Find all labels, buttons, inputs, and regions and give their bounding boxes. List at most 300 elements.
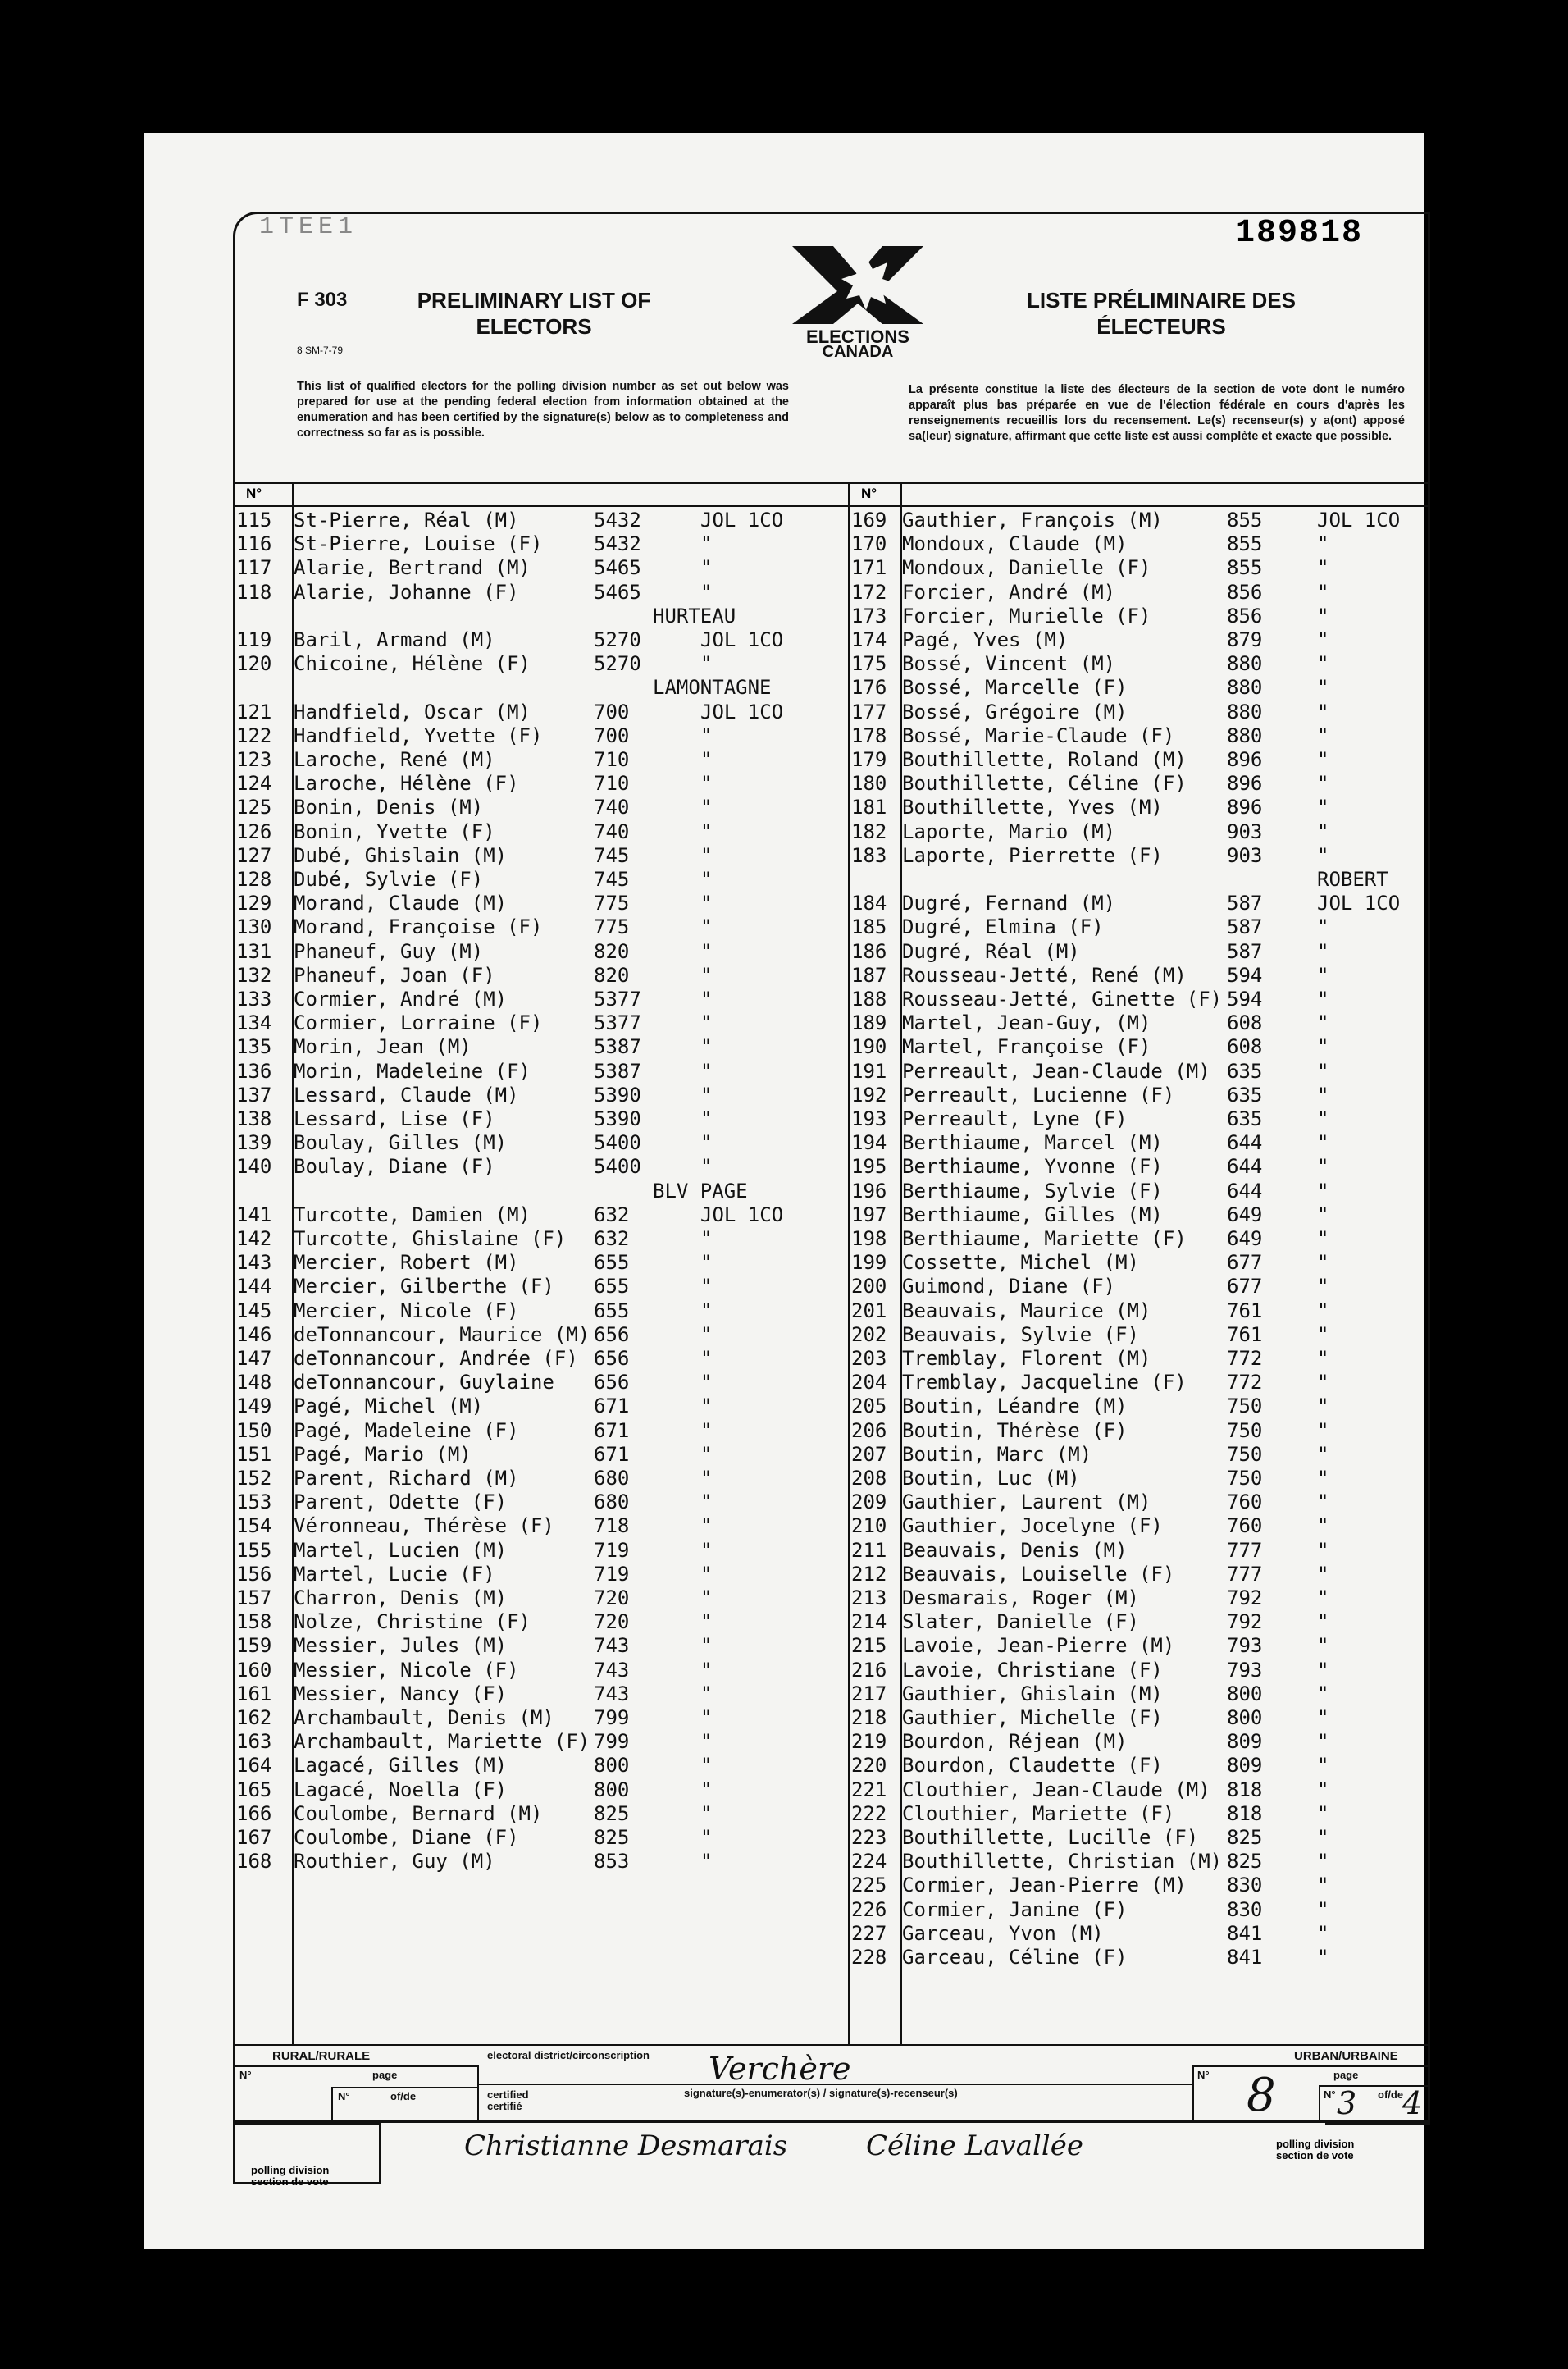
elector-number: 152 xyxy=(236,1467,272,1490)
civic-number: 608 xyxy=(1227,1035,1263,1059)
elector-row xyxy=(850,1922,1430,1946)
civic-number: 825 xyxy=(594,1801,630,1825)
postal-code: " xyxy=(700,1442,713,1466)
elector-number: 202 xyxy=(851,1322,887,1346)
elector-row xyxy=(233,1514,848,1538)
postal-code: " xyxy=(1317,1467,1329,1490)
elector-row xyxy=(233,1659,848,1682)
civic-number: 720 xyxy=(594,1586,630,1609)
civic-number: 700 xyxy=(594,700,630,723)
elector-number: 185 xyxy=(851,915,887,939)
elector-name: Bouthillette, Christian (M) xyxy=(902,1850,1223,1874)
elector-name: Clouthier, Jean-Claude (M) xyxy=(902,1778,1210,1801)
elector-name: Laroche, René (M) xyxy=(294,748,495,771)
postal-code: " xyxy=(700,1322,713,1346)
elector-row xyxy=(233,1539,848,1563)
elector-name: Gauthier, Laurent (M) xyxy=(902,1490,1151,1514)
civic-number: 800 xyxy=(1227,1706,1263,1729)
elector-name: Boutin, Thérèse (F) xyxy=(902,1418,1128,1442)
elector-name: Martel, Jean-Guy, (M) xyxy=(902,1011,1151,1035)
elector-row xyxy=(850,1275,1430,1299)
elector-number: 126 xyxy=(236,819,272,843)
elector-name: Alarie, Bertrand (M) xyxy=(294,556,531,580)
column-header-no-right: N° xyxy=(861,486,877,501)
elector-name: Rousseau-Jetté, René (M) xyxy=(902,963,1187,987)
elector-name: Boulay, Gilles (M) xyxy=(294,1131,508,1155)
postal-code: " xyxy=(1317,1107,1329,1130)
elector-number: 179 xyxy=(851,748,887,771)
elector-row xyxy=(850,1514,1430,1538)
title-english-line-1: PRELIMINARY LIST OF xyxy=(417,288,651,313)
elector-number: 123 xyxy=(236,748,272,771)
title-french-line-1: LISTE PRÉLIMINAIRE DES xyxy=(1027,288,1296,313)
postal-code: " xyxy=(1317,580,1329,604)
elector-number: 182 xyxy=(851,819,887,843)
elector-row xyxy=(850,1251,1430,1275)
rural-of-label: of/de xyxy=(390,2090,417,2102)
postal-code: " xyxy=(1317,1562,1329,1586)
civic-number: 677 xyxy=(1227,1251,1263,1275)
postal-code: " xyxy=(700,1801,713,1825)
postal-code: " xyxy=(1317,1418,1329,1442)
postal-code: " xyxy=(1317,604,1329,628)
postal-code: JOL 1CO xyxy=(700,628,784,651)
elector-name: Parent, Odette (F) xyxy=(294,1490,508,1514)
elector-row xyxy=(233,1155,848,1179)
civic-number: 750 xyxy=(1227,1442,1263,1466)
postal-code: " xyxy=(700,915,713,939)
elector-number: 173 xyxy=(851,604,887,628)
elector-name: Boutin, Luc (M) xyxy=(902,1467,1080,1490)
elector-number: 217 xyxy=(851,1682,887,1705)
signature-label: signature(s)-enumerator(s) / signature(s)-recenseur(s) xyxy=(684,2087,958,2099)
elector-name: Coulombe, Bernard (M) xyxy=(294,1801,543,1825)
postal-code: " xyxy=(700,939,713,963)
elector-number: 165 xyxy=(236,1778,272,1801)
elector-row xyxy=(850,844,1430,868)
elector-number: 119 xyxy=(236,628,272,651)
faded-stamp: 1TEE1 xyxy=(259,213,358,241)
elector-number: 139 xyxy=(236,1131,272,1155)
civic-number: 760 xyxy=(1227,1514,1263,1538)
elector-number: 222 xyxy=(851,1801,887,1825)
elector-number: 138 xyxy=(236,1107,272,1130)
civic-number: 830 xyxy=(1227,1897,1263,1921)
postal-code: " xyxy=(1317,1778,1329,1801)
elector-name: Messier, Nicole (F) xyxy=(294,1658,519,1682)
elector-row xyxy=(850,652,1430,676)
intro-text-french: La présente constitue la liste des électeurs de la section de vote dont le numéro apparaît plus bas préparée en vue de l'élection fédérale en cours d'après les renseignements recueillis lors du recensement. Le(s) recenseur(s) y a(ont) apposé sa(leur) signature, affirmant que cette liste est aussi complète et exacte que possible. xyxy=(909,383,1405,443)
postal-code: " xyxy=(1317,1131,1329,1155)
elector-name: Tremblay, Florent (M) xyxy=(902,1347,1151,1370)
elector-number: 140 xyxy=(236,1155,272,1179)
elector-number: 149 xyxy=(236,1394,272,1418)
elector-row xyxy=(233,1443,848,1467)
elector-number: 147 xyxy=(236,1347,272,1370)
postal-code: " xyxy=(1317,1394,1329,1418)
elector-name: Gauthier, François (M) xyxy=(902,509,1163,532)
civic-number: 818 xyxy=(1227,1778,1263,1801)
elector-name: Bouthillette, Roland (M) xyxy=(902,748,1187,771)
elector-number: 194 xyxy=(851,1131,887,1155)
postal-code: " xyxy=(1317,1850,1329,1874)
elector-number: 204 xyxy=(851,1371,887,1394)
postal-code: " xyxy=(1317,1514,1329,1538)
civic-number: 825 xyxy=(1227,1850,1263,1874)
postal-code: " xyxy=(1317,1203,1329,1226)
civic-number: 671 xyxy=(594,1442,630,1466)
elector-row xyxy=(233,820,848,844)
elector-name: Messier, Jules (M) xyxy=(294,1634,508,1658)
elector-number: 178 xyxy=(851,723,887,747)
certified-label-fr: certifié xyxy=(487,2100,522,2112)
civic-number: 825 xyxy=(594,1826,630,1849)
elector-name: Archambault, Denis (M) xyxy=(294,1706,554,1729)
civic-number: 680 xyxy=(594,1490,630,1514)
urban-page-label: page xyxy=(1333,2069,1359,2081)
logo-text-elections: ELECTIONS xyxy=(806,326,909,347)
postal-code: " xyxy=(1317,1801,1329,1825)
civic-number: 656 xyxy=(594,1322,630,1346)
civic-number: 896 xyxy=(1227,772,1263,796)
elector-number: 143 xyxy=(236,1251,272,1275)
postal-code: " xyxy=(1317,1921,1329,1945)
civic-number: 649 xyxy=(1227,1203,1263,1226)
civic-number: 644 xyxy=(1227,1155,1263,1179)
postal-code: " xyxy=(1317,700,1329,723)
elector-number: 195 xyxy=(851,1155,887,1179)
elector-name: Gauthier, Jocelyne (F) xyxy=(902,1514,1163,1538)
elector-name: Slater, Danielle (F) xyxy=(902,1610,1139,1634)
elector-row xyxy=(850,1347,1430,1371)
civic-number: 792 xyxy=(1227,1610,1263,1634)
elector-name: Boulay, Diane (F) xyxy=(294,1155,495,1179)
civic-number: 587 xyxy=(1227,939,1263,963)
elector-number: 127 xyxy=(236,843,272,867)
postal-code: " xyxy=(700,1682,713,1705)
elector-name: Gauthier, Michelle (F) xyxy=(902,1706,1163,1729)
elector-row xyxy=(850,1180,1430,1203)
elector-name: Boutin, Marc (M) xyxy=(902,1442,1092,1466)
civic-number: 880 xyxy=(1227,652,1263,676)
elector-row xyxy=(233,556,848,580)
civic-number: 743 xyxy=(594,1658,630,1682)
elector-row xyxy=(233,940,848,964)
elector-row xyxy=(850,1490,1430,1514)
elector-name: Pagé, Mario (M) xyxy=(294,1442,472,1466)
elector-name: Laporte, Pierrette (F) xyxy=(902,843,1163,867)
elector-row xyxy=(233,1131,848,1155)
postal-code: " xyxy=(1317,1059,1329,1083)
civic-number: 632 xyxy=(594,1227,630,1250)
elector-row xyxy=(850,964,1430,988)
intro-text-english: This list of qualified electors for the polling division number as set out below was prepared for use at the pending federal election from information obtained at the enumeration and has been certified by the signature(s) below as to completeness and correctness so far as is possible. xyxy=(297,380,789,440)
postal-code: " xyxy=(700,819,713,843)
elector-number: 227 xyxy=(851,1921,887,1945)
postal-code: JOL 1CO xyxy=(1317,892,1401,915)
elector-row xyxy=(233,1251,848,1275)
postal-code: " xyxy=(700,580,713,604)
postal-code: " xyxy=(700,1299,713,1322)
civic-number: 5270 xyxy=(594,652,641,676)
elector-number: 115 xyxy=(236,509,272,532)
elector-number: 183 xyxy=(851,843,887,867)
elector-row xyxy=(850,1898,1430,1922)
civic-number: 5390 xyxy=(594,1083,641,1107)
elector-name: Bonin, Denis (M) xyxy=(294,796,484,819)
elector-name: Morin, Jean (M) xyxy=(294,1035,472,1059)
civic-number: 710 xyxy=(594,772,630,796)
elector-number: 207 xyxy=(851,1442,887,1466)
civic-number: 5377 xyxy=(594,988,641,1011)
elector-row xyxy=(850,940,1430,964)
postal-code: " xyxy=(1317,772,1329,796)
civic-number: 855 xyxy=(1227,532,1263,556)
postal-code: " xyxy=(700,868,713,891)
elector-row xyxy=(233,1203,848,1227)
postal-code: " xyxy=(700,1754,713,1778)
elector-number: 210 xyxy=(851,1514,887,1538)
postal-code: " xyxy=(1317,723,1329,747)
district-handwritten: Verchère xyxy=(709,2051,851,2087)
civic-number: 880 xyxy=(1227,700,1263,723)
civic-number: 644 xyxy=(1227,1179,1263,1203)
elector-row xyxy=(233,1275,848,1299)
elector-number: 153 xyxy=(236,1490,272,1514)
postal-code: " xyxy=(1317,1658,1329,1682)
postal-code: " xyxy=(1317,963,1329,987)
postal-code: " xyxy=(700,1467,713,1490)
elector-name: Perreault, Lyne (F) xyxy=(902,1107,1128,1130)
elector-number: 168 xyxy=(236,1850,272,1874)
elector-number: 203 xyxy=(851,1347,887,1370)
elector-row xyxy=(233,772,848,796)
elector-row xyxy=(850,1634,1430,1658)
civic-number: 841 xyxy=(1227,1946,1263,1969)
elector-name: Dugré, Elmina (F) xyxy=(902,915,1104,939)
elector-name: Beauvais, Louiselle (F) xyxy=(902,1562,1175,1586)
postal-code: " xyxy=(700,1251,713,1275)
postal-code: " xyxy=(1317,1490,1329,1514)
civic-number: 772 xyxy=(1227,1347,1263,1370)
maple-x-icon xyxy=(768,238,948,328)
elector-row xyxy=(233,532,848,556)
elector-number: 136 xyxy=(236,1059,272,1083)
elector-number: 193 xyxy=(851,1107,887,1130)
elector-number: 161 xyxy=(236,1682,272,1705)
elector-name: Guimond, Diane (F) xyxy=(902,1275,1116,1299)
elector-row xyxy=(233,1299,848,1323)
rural-page-no-label: N° xyxy=(338,2090,350,2102)
urban-label: URBAN/URBAINE xyxy=(1294,2049,1398,2063)
elector-number: 199 xyxy=(851,1251,887,1275)
postal-code: " xyxy=(700,1035,713,1059)
elector-number: 160 xyxy=(236,1658,272,1682)
elector-row xyxy=(233,509,848,532)
civic-number: 792 xyxy=(1227,1586,1263,1609)
elector-number: 226 xyxy=(851,1897,887,1921)
elector-row xyxy=(233,1371,848,1394)
elector-row xyxy=(233,1778,848,1802)
elector-row xyxy=(233,1394,848,1418)
civic-number: 745 xyxy=(594,868,630,891)
elector-number: 219 xyxy=(851,1730,887,1754)
elector-name: Lessard, Claude (M) xyxy=(294,1083,519,1107)
civic-number: 750 xyxy=(1227,1418,1263,1442)
elector-row xyxy=(850,1299,1430,1323)
elector-name: Berthiaume, Yvonne (F) xyxy=(902,1155,1163,1179)
elector-row xyxy=(850,605,1430,628)
elector-row xyxy=(233,1011,848,1035)
elector-number: 125 xyxy=(236,796,272,819)
postal-code: " xyxy=(1317,1227,1329,1250)
postal-code: " xyxy=(1317,1730,1329,1754)
postal-code: JOL 1CO xyxy=(700,509,784,532)
elector-name: Martel, Françoise (F) xyxy=(902,1035,1151,1059)
elector-row xyxy=(233,748,848,772)
elector-row xyxy=(233,581,848,605)
elector-row xyxy=(233,1419,848,1443)
elector-name: Laroche, Hélène (F) xyxy=(294,772,519,796)
postal-code: " xyxy=(700,1059,713,1083)
elector-number: 145 xyxy=(236,1299,272,1322)
postal-code: " xyxy=(1317,1610,1329,1634)
elector-number: 196 xyxy=(851,1179,887,1203)
elector-number: 214 xyxy=(851,1610,887,1634)
postal-code: " xyxy=(1317,652,1329,676)
elector-row xyxy=(850,1107,1430,1131)
civic-number: 5270 xyxy=(594,628,641,651)
civic-number: 649 xyxy=(1227,1227,1263,1250)
elector-number: 118 xyxy=(236,580,272,604)
elector-row xyxy=(233,1563,848,1586)
elector-number: 134 xyxy=(236,1011,272,1035)
postal-code: JOL 1CO xyxy=(700,1203,784,1226)
postal-code: " xyxy=(700,723,713,747)
civic-number: 750 xyxy=(1227,1394,1263,1418)
postal-code: " xyxy=(700,1227,713,1250)
elector-number: 198 xyxy=(851,1227,887,1250)
civic-number: 818 xyxy=(1227,1801,1263,1825)
postal-code: " xyxy=(1317,748,1329,771)
elector-name: Lavoie, Jean-Pierre (M) xyxy=(902,1634,1175,1658)
elector-number: 184 xyxy=(851,892,887,915)
elector-row xyxy=(850,1011,1430,1035)
elector-row xyxy=(850,1371,1430,1394)
civic-number: 820 xyxy=(594,963,630,987)
column-header-no-left: N° xyxy=(246,486,262,501)
elector-number: 129 xyxy=(236,892,272,915)
certified-label-en: certified xyxy=(487,2088,529,2101)
civic-number: 635 xyxy=(1227,1083,1263,1107)
postal-code: " xyxy=(1317,676,1329,700)
civic-number: 830 xyxy=(1227,1874,1263,1897)
serial-number: 189818 xyxy=(1235,215,1364,252)
civic-number: 800 xyxy=(1227,1682,1263,1705)
elector-name: Morin, Madeleine (F) xyxy=(294,1059,531,1083)
elector-name: Cormier, Jean-Pierre (M) xyxy=(902,1874,1187,1897)
elector-row xyxy=(233,1107,848,1131)
elector-name: Alarie, Johanne (F) xyxy=(294,580,519,604)
elector-row xyxy=(850,772,1430,796)
polling-label-rural-en: polling division xyxy=(251,2164,330,2176)
elector-row xyxy=(233,1802,848,1826)
elector-row xyxy=(850,1730,1430,1754)
polling-label-urban-fr: section de vote xyxy=(1276,2149,1354,2161)
elector-row xyxy=(233,1610,848,1634)
elector-number: 208 xyxy=(851,1467,887,1490)
postal-code: " xyxy=(700,1634,713,1658)
elector-row xyxy=(850,628,1430,652)
header-rule-bottom xyxy=(233,505,1430,507)
postal-code: JOL 1CO xyxy=(700,700,784,723)
elector-number: 212 xyxy=(851,1562,887,1586)
civic-number: 903 xyxy=(1227,819,1263,843)
form-code: 8 SM-7-79 xyxy=(297,345,344,356)
postal-code: " xyxy=(1317,988,1329,1011)
elector-name: Bourdon, Réjean (M) xyxy=(902,1730,1128,1754)
elector-row xyxy=(850,509,1430,532)
title-english-line-2: ELECTORS xyxy=(476,314,592,339)
civic-number: 856 xyxy=(1227,604,1263,628)
elector-row xyxy=(850,556,1430,580)
postal-code: " xyxy=(700,748,713,771)
elector-number: 133 xyxy=(236,988,272,1011)
urban-bottom-rule xyxy=(1325,2123,1430,2125)
street-heading: BLV PAGE xyxy=(653,1179,748,1203)
elector-number: 177 xyxy=(851,700,887,723)
elector-row xyxy=(233,1850,848,1874)
urban-no-label: N° xyxy=(1197,2069,1210,2081)
elector-number: 201 xyxy=(851,1299,887,1322)
elector-number: 205 xyxy=(851,1394,887,1418)
postal-code: " xyxy=(700,1730,713,1754)
postal-code: " xyxy=(1317,1155,1329,1179)
elector-name: Beauvais, Sylvie (F) xyxy=(902,1322,1139,1346)
elector-name: Routhier, Guy (M) xyxy=(294,1850,495,1874)
civic-number: 743 xyxy=(594,1634,630,1658)
elector-row xyxy=(850,1539,1430,1563)
postal-code: " xyxy=(700,1490,713,1514)
elector-name: Dugré, Fernand (M) xyxy=(902,892,1116,915)
civic-number: 719 xyxy=(594,1538,630,1562)
postal-code: " xyxy=(700,556,713,580)
elector-name: Parent, Richard (M) xyxy=(294,1467,519,1490)
elector-row xyxy=(233,988,848,1011)
elector-number: 163 xyxy=(236,1730,272,1754)
elector-name: Phaneuf, Joan (F) xyxy=(294,963,495,987)
civic-number: 655 xyxy=(594,1251,630,1275)
civic-number: 772 xyxy=(1227,1371,1263,1394)
elector-number: 174 xyxy=(851,628,887,651)
elections-canada-logo xyxy=(768,238,948,361)
elector-name: Garceau, Céline (F) xyxy=(902,1946,1128,1969)
elector-name: Messier, Nancy (F) xyxy=(294,1682,508,1705)
form-number: F 303 xyxy=(297,289,348,311)
elector-number: 221 xyxy=(851,1778,887,1801)
elector-name: Nolze, Christine (F) xyxy=(294,1610,531,1634)
elector-name: Lavoie, Christiane (F) xyxy=(902,1658,1163,1682)
civic-number: 743 xyxy=(594,1682,630,1705)
postal-code: " xyxy=(700,1706,713,1729)
elector-name: Pagé, Madeleine (F) xyxy=(294,1418,519,1442)
elector-name: Perreault, Lucienne (F) xyxy=(902,1083,1175,1107)
civic-number: 608 xyxy=(1227,1011,1263,1035)
elector-number: 137 xyxy=(236,1083,272,1107)
district-label: electoral district/circonscription xyxy=(487,2049,650,2061)
elector-number: 120 xyxy=(236,652,272,676)
elector-name: Phaneuf, Guy (M) xyxy=(294,939,484,963)
